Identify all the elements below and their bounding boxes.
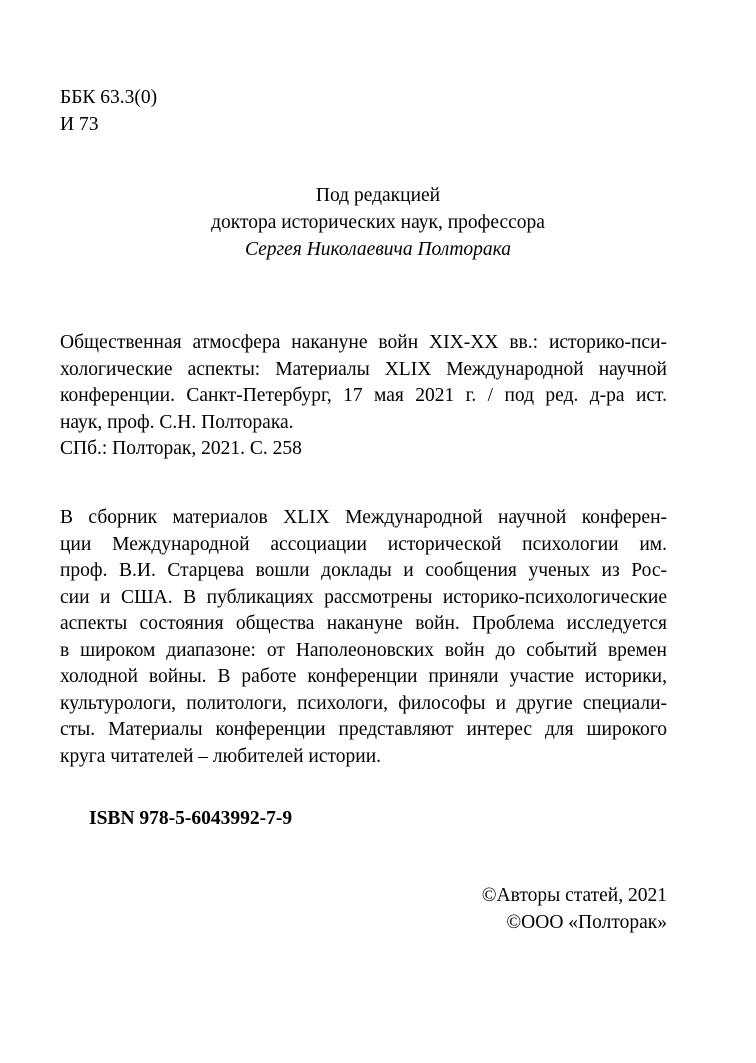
editor-name: Сергея Николаевича Полторака xyxy=(244,239,512,260)
editor-line-2: доктора исторических наук, профессора xyxy=(211,212,545,233)
bib-line: СПб.: Полторак, 2021. С. 258 xyxy=(60,438,302,459)
abstract-line: культурологи, политологи, психологи, философы и другие специали- xyxy=(60,692,667,714)
bib-line: наук, проф. С.Н. Полторака. xyxy=(60,411,294,433)
author-mark: И 73 xyxy=(60,114,99,135)
copyright-publisher: ©ООО «Полторак» xyxy=(506,912,667,933)
editor-line-1: Под редакцией xyxy=(315,185,441,206)
isbn-number: ISBN 978-5-6043992-7-9 xyxy=(89,808,293,829)
abstract-line: в широком диапазоне: от Наполеоновских войн до событий времен xyxy=(60,639,667,661)
classification-block xyxy=(60,84,157,138)
abstract-line: проф. В.И. Старцева вошли доклады и сообщения ученых из Рос- xyxy=(60,560,667,581)
abstract-line: холодной войны. В работе конференции приняли участие историки, xyxy=(60,666,667,687)
abstract-line: В сборник материалов XLIX Международной научной конферен- xyxy=(60,507,667,528)
abstract-line: ции Международной ассоциации исторической психологии им. xyxy=(60,533,667,555)
bbk-code: ББК 63.3(0) xyxy=(60,87,158,108)
copyright-authors: ©Авторы статей, 2021 xyxy=(481,885,667,906)
abstract-paragraph xyxy=(60,505,667,770)
abstract-line: сии и США. В публикациях рассмотрены историко-психологические xyxy=(60,586,667,608)
bib-line: Общественная атмосфера накануне войн XIX-XX вв.: историко-пси- xyxy=(60,332,667,353)
abstract-line: аспекты состояния общества накануне войн. Проблема исследуется xyxy=(60,613,667,634)
bib-line: конференции. Санкт-Петербург, 17 мая 2021 г. / под ред. д-ра ист. xyxy=(60,385,667,406)
abstract-line: сты. Материалы конференции представляют интерес для широкого xyxy=(60,719,667,740)
abstract-line: круга читателей – любителей истории. xyxy=(60,745,382,767)
editor-block xyxy=(0,182,756,263)
bib-line: хологические аспекты: Материалы XLIX Международной научной xyxy=(60,358,667,380)
bibliographic-description xyxy=(60,330,667,463)
copyright-block xyxy=(482,882,667,936)
